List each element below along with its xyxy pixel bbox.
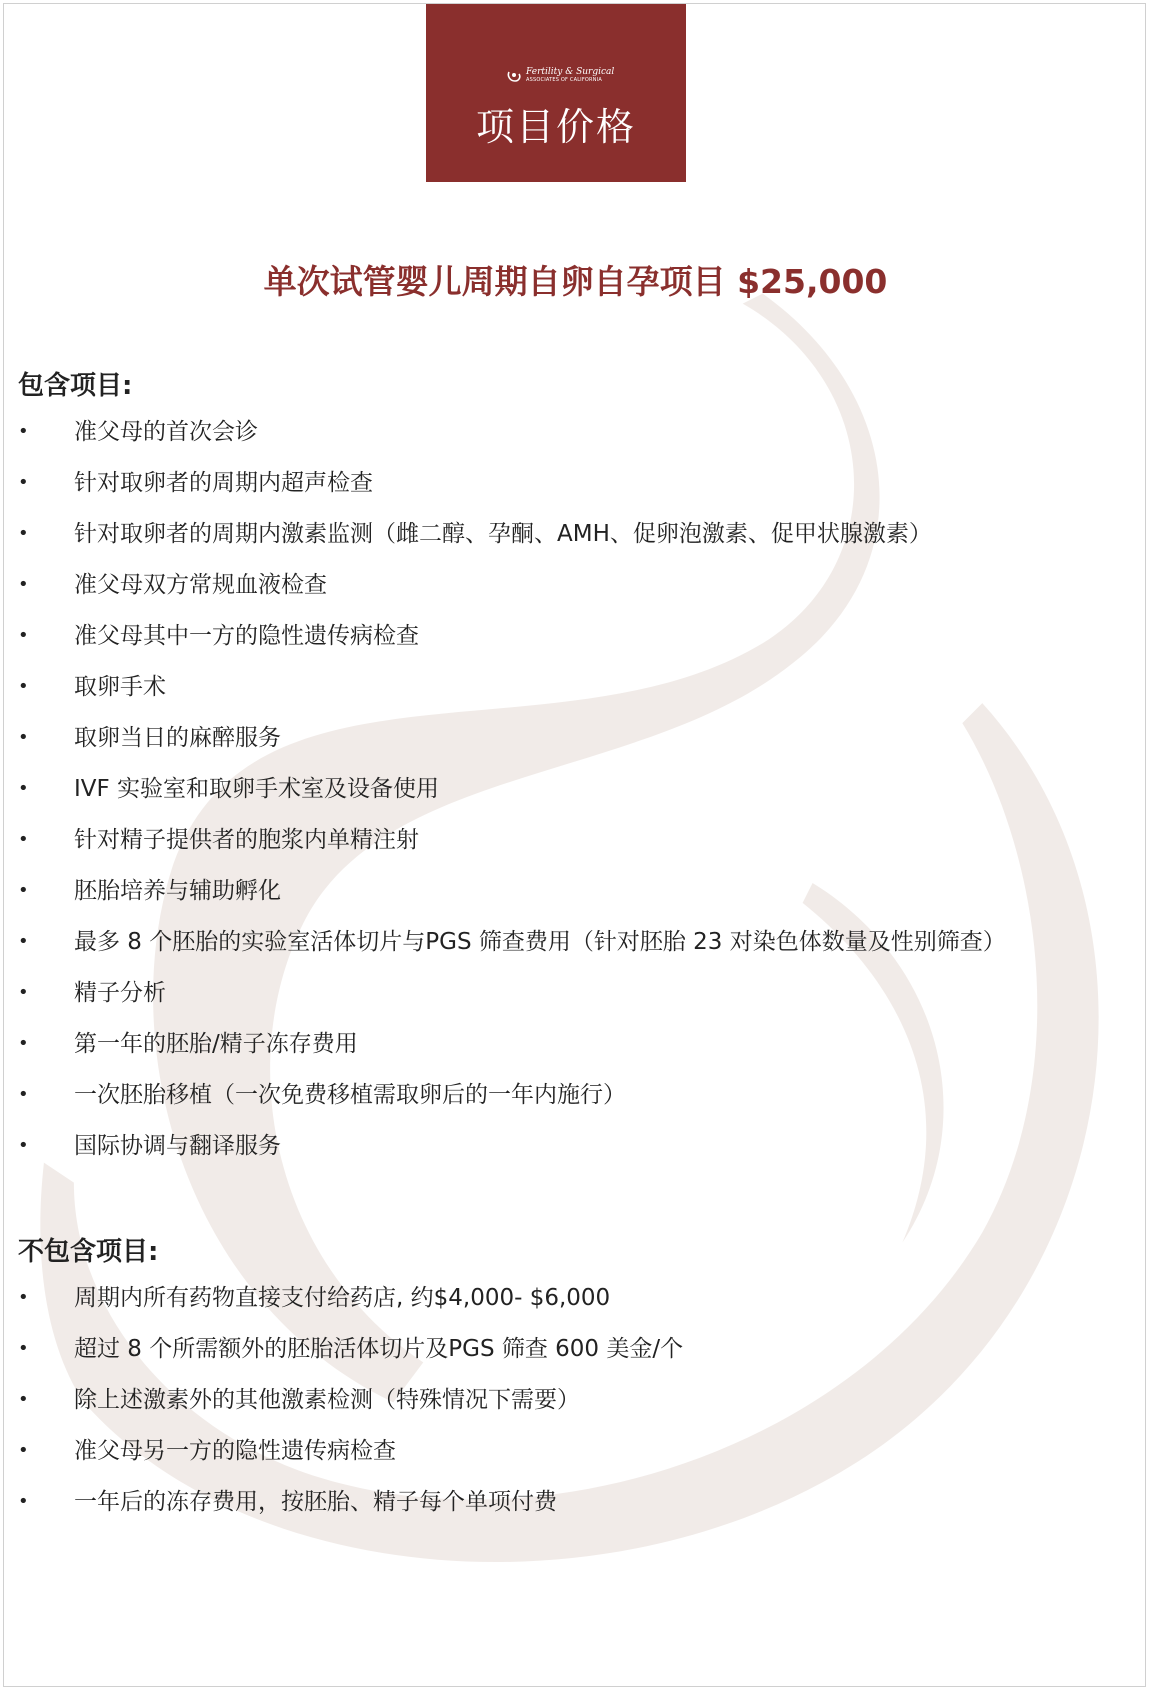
list-item <box>18 1127 281 1178</box>
list-item-text: 准父母双方常规血液检查 <box>74 572 327 598</box>
list-item-text: 超过 8 个所需额外的胚胎活体切片及PGS 筛查 600 美金/个 <box>74 1336 684 1362</box>
bullet-icon: • <box>18 727 29 748</box>
bullet-icon: • <box>18 574 29 595</box>
list-item-text: 精子分析 <box>74 980 166 1006</box>
list-item-text: 针对取卵者的周期内激素监测（雌二醇、孕酮、AMH、促卵泡激素、促甲状腺激素） <box>74 521 932 547</box>
logo-line1: Fertility & Surgical <box>526 67 615 77</box>
price-sheet-page <box>3 3 1146 1687</box>
bullet-icon: • <box>18 778 29 799</box>
list-item <box>18 413 258 464</box>
list-item <box>18 770 440 821</box>
logo-line2: ASSOCIATES OF CALIFORNIA <box>526 77 602 83</box>
bullet-icon: • <box>18 880 29 901</box>
bullet-icon: • <box>18 1033 29 1054</box>
bullet-icon: • <box>18 421 29 442</box>
program-title: 单次试管婴儿周期自卵自孕项目 $25,000 <box>263 262 888 301</box>
bullet-icon: • <box>18 1338 29 1359</box>
included-list <box>18 413 1006 1178</box>
excluded-list <box>18 1279 684 1534</box>
list-item-text: IVF 实验室和取卵手术室及设备使用 <box>74 776 440 802</box>
list-item <box>18 515 932 566</box>
list-item-text: 胚胎培养与辅助孵化 <box>74 878 281 904</box>
bullet-icon: • <box>18 829 29 850</box>
list-item-text: 准父母其中一方的隐性遗传病检查 <box>74 623 419 649</box>
logo-text <box>526 68 614 83</box>
list-item <box>18 668 166 719</box>
list-item-text: 取卵手术 <box>74 674 166 700</box>
list-item-text: 准父母另一方的隐性遗传病检查 <box>74 1438 396 1464</box>
header-title: 项目价格 <box>475 105 636 149</box>
header-banner <box>426 4 686 182</box>
list-item-text: 针对取卵者的周期内超声检查 <box>74 470 373 496</box>
bullet-icon: • <box>18 472 29 493</box>
bullet-icon: • <box>18 1084 29 1105</box>
excluded-section <box>18 1232 684 1534</box>
list-item-text: 一年后的冻存费用，按胚胎、精子每个单项付费 <box>74 1489 557 1515</box>
included-heading: 包含项目: <box>18 371 133 401</box>
list-item <box>18 923 1006 974</box>
list-item-text: 除上述激素外的其他激素检测（特殊情况下需要） <box>74 1387 580 1413</box>
bullet-icon: • <box>18 1287 29 1308</box>
bullet-icon: • <box>18 523 29 544</box>
list-item-text: 针对精子提供者的胞浆内单精注射 <box>74 827 419 853</box>
bullet-icon: • <box>18 1491 29 1512</box>
list-item <box>18 1279 611 1330</box>
bullet-icon: • <box>18 1389 29 1410</box>
list-item <box>18 566 327 617</box>
bullet-icon: • <box>18 1135 29 1156</box>
bullet-icon: • <box>18 625 29 646</box>
list-item <box>18 1330 684 1381</box>
included-section <box>18 366 1006 1178</box>
list-item-text: 第一年的胚胎/精子冻存费用 <box>74 1031 358 1057</box>
list-item <box>18 974 166 1025</box>
bullet-icon: • <box>18 1440 29 1461</box>
bullet-icon: • <box>18 931 29 952</box>
list-item <box>18 1025 358 1076</box>
list-item-text: 周期内所有药物直接支付给药店, 约$4,000- $6,000 <box>74 1285 611 1311</box>
list-item <box>18 719 281 770</box>
excluded-heading: 不包含项目: <box>18 1237 159 1267</box>
list-item <box>18 464 373 515</box>
list-item-text: 准父母的首次会诊 <box>74 419 258 445</box>
list-item <box>18 1483 557 1534</box>
list-item <box>18 1076 626 1127</box>
list-item <box>18 1381 580 1432</box>
fertility-logo-icon <box>506 69 522 83</box>
list-item <box>18 821 419 872</box>
brand-logo <box>506 68 614 83</box>
list-item-text: 取卵当日的麻醉服务 <box>74 725 281 751</box>
list-item <box>18 617 419 668</box>
list-item <box>18 872 281 923</box>
list-item-text: 最多 8 个胚胎的实验室活体切片与PGS 筛查费用（针对胚胎 23 对染色体数量及性别筛查） <box>74 929 1006 955</box>
list-item-text: 一次胚胎移植（一次免费移植需取卵后的一年内施行） <box>74 1082 626 1108</box>
list-item <box>18 1432 396 1483</box>
bullet-icon: • <box>18 982 29 1003</box>
bullet-icon: • <box>18 676 29 697</box>
list-item-text: 国际协调与翻译服务 <box>74 1133 281 1159</box>
